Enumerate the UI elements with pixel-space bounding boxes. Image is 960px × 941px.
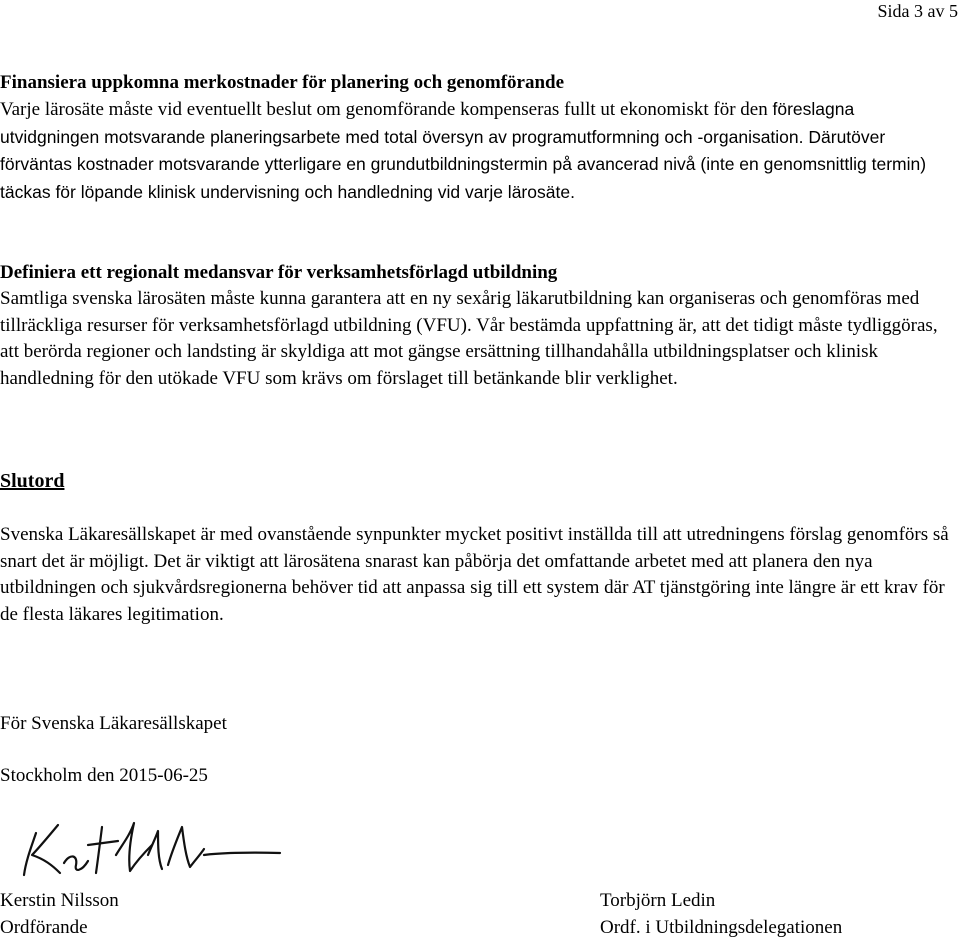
section-closing — [0, 468, 958, 494]
place-date-line: Stockholm den 2015-06-25 — [0, 765, 208, 786]
handwritten-signature — [18, 815, 288, 883]
section-financing — [0, 70, 958, 206]
section-regional-responsibility — [0, 260, 958, 392]
closing-paragraph-block — [0, 522, 958, 628]
closing-heading: Slutord — [0, 470, 65, 492]
signatory-title: Ordförande — [0, 917, 88, 938]
section-heading: Definiera ett regionalt medansvar för verksamhetsförlagd utbildning — [0, 262, 558, 283]
section-heading: Finansiera uppkomna merkostnader för planering och genomförande — [0, 72, 565, 93]
paragraph-text-sans: föreslagna utvidgningen motsvarande planeringsarbete med total översyn av programutformning och -organisation. Därutöver förväntas kostnader motsvarande ytterligare en grundutbildningstermin på avancerad nivå (inte en genomsnittlig termin) täckas för löpande klinisk undervisning och handledning vid varje lärosäte. — [0, 99, 927, 202]
closing-paragraph: Svenska Läkaresällskapet är med ovanstående synpunkter mycket positivt inställda till att utredningens förslag genomförs så snart det är möjligt. Det är viktigt att lärosätena snarast kan påbörja det omfattande arbetet med att planera den nya utbildningen och sjukvårdsregionerna behöver tid att anpassa sig till ett system där AT tjänstgöring inte längre är ett krav för de flesta läkares legitimation. — [0, 524, 949, 625]
paragraph-text-serif: Varje lärosäte måste vid eventuellt beslut om genomförande kompenseras fullt ut ekonomiskt för den — [0, 99, 768, 120]
page-number: Sida 3 av 5 — [877, 1, 958, 21]
on-behalf-line: För Svenska Läkaresällskapet — [0, 713, 227, 734]
signatory-title: Ordf. i Utbildningsdelegationen — [600, 917, 843, 938]
signatory-name: Kerstin Nilsson — [0, 890, 119, 911]
signatory-right — [600, 887, 842, 941]
signatory-name: Torbjörn Ledin — [600, 890, 716, 911]
signatory-left — [0, 887, 119, 941]
section-paragraph: Samtliga svenska lärosäten måste kunna garantera att en ny sexårig läkarutbildning kan organiseras och genomföras med tillräckliga resurser för verksamhetsförlagd utbildning (VFU). Vår bestämda uppfattning är, att det tidigt måste tydliggöras, att berörda regioner och landsting är skyldiga att mot gängse ersättning tillhandahålla utbildningsplatser och klinisk handledning för den utökade VFU som krävs om förslaget till betänkande blir verklighet. — [0, 288, 938, 389]
section-paragraph — [0, 96, 958, 206]
